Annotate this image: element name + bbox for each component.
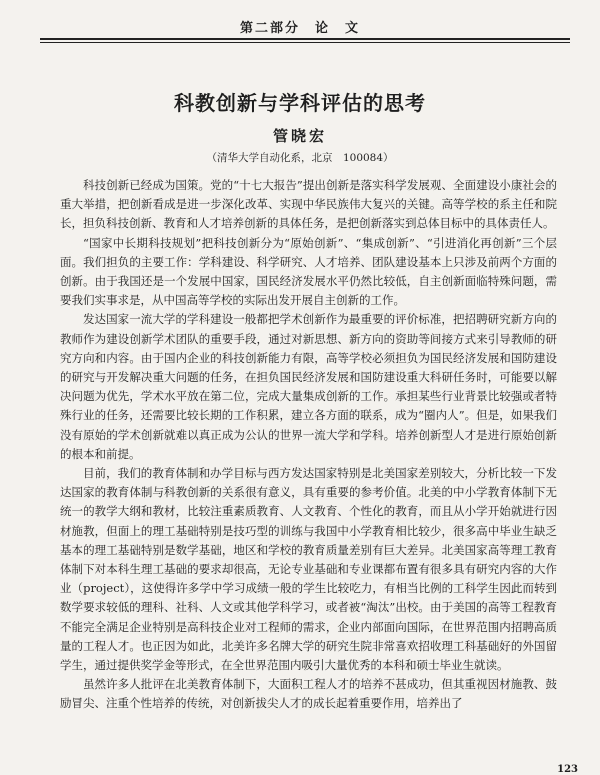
header-rule-thick	[40, 38, 570, 40]
paragraph: 虽然许多人批评在北美教育体制下，大面积工程人才的培养不甚成功，但其重视因材施教、鼓励冒尖、注重个性培养的传统，对创新拔尖人才的成长起着重要作用，培养出了	[60, 677, 557, 711]
section-header: 第二部分 论 文	[239, 21, 360, 36]
paragraph: “国家中长期科技规划”把科技创新分为“原始创新”、“集成创新”、“引进消化再创新”三个层面。我们担负的主要工作：学科建设、科学研究、人才培养、团队建设基本上只涉及前两个方面的创新。由于我国还是一个发展中国家，国民经济发展水平仍然比较低，自主创新面临特殊问题，需要我们实事求是，从中国高等学校的实际出发开展自主创新的工作。	[60, 235, 557, 308]
paragraph: 目前，我们的教育体制和办学目标与西方发达国家特别是北美国家差别较大，分析比较一下发达国家的教育体制与科教创新的关系很有意义，具有重要的参考价值。北美的中小学教育体制下无统一的教学大纲和教材，比较注重素质教育、人文教育、个性化的教育，而且从小学开始就进行因材施教，但面上的理工基础特别是技巧型的训练与我国中小学教育相比较少，很多高中毕业生缺乏基本的理工基础特别是数学基础，地区和学校的教育质量差别有巨大差异。北美国家高等理工教育体制下对本科生理工基础的要求却很高，无论专业基础和专业课都布置有很多具有研究内容的大作业（project），这使得许多学中学习成绩一般的学生比较吃力，有相当比例的工科学生因此而转到数学要求较低的理科、社科、人文或其他学科学习，或者被“淘汰”出校。由于美国的高等工程教育不能完全满足企业特别是高科技企业对工程师的需求，企业内部面向国际，在世界范围内招聘高质量的工程人才。也正因为如此，北美许多名牌大学的研究生院非常喜欢招收理工科基础好的外国留学生，通过提供奖学金等形式，在全世界范围内吸引大量优秀的本科和硕士毕业生就读。	[60, 466, 557, 673]
author-affiliation: （清华大学自动化系，北京 100084）	[206, 152, 394, 164]
header-rule-thin	[40, 42, 570, 43]
running-header	[0, 0, 600, 44]
paragraph: 发达国家一流大学的学科建设一般都把学术创新作为最重要的评价标准，把招聘研究新方向的教师作为建设创新学术团队的重要手段，通过对新思想、新方向的资助等间接方式来引导教师的研究方向和内容。由于国内企业的科技创新能力有限，高等学校必须担负为国民经济发展和国防建设的研究与开发解决重大问题的任务，在担负国民经济发展和国防建设重大科研任务时，可能要以解决问题为优先，学术水平放在第二位，完成大量集成创新的工作。承担某些行业背景比较强或者特殊行业的任务，还需要比较长期的工作积累，建立各方面的联系，成为“圈内人”。但是，如果我们没有原始的学术创新就难以真正成为公认的世界一流大学和学科。培养创新型人才是进行原始创新的根本和前提。	[60, 312, 557, 461]
paragraph: 科技创新已经成为国策。党的“十七大报告”提出创新是落实科学发展观、全面建设小康社会的重大举措，把创新看成是进一步深化改革、实现中华民族伟大复兴的关键。高等学校的系主任和院长，担负科技创新、教育和人才培养创新的具体任务，是把创新落实到总体目标中的具体责任人。	[60, 178, 557, 231]
author-name: 管晓宏	[272, 127, 327, 145]
article-title: 科教创新与学科评估的思考	[174, 91, 426, 115]
page-number: 123	[557, 764, 578, 775]
article-body	[60, 176, 557, 714]
